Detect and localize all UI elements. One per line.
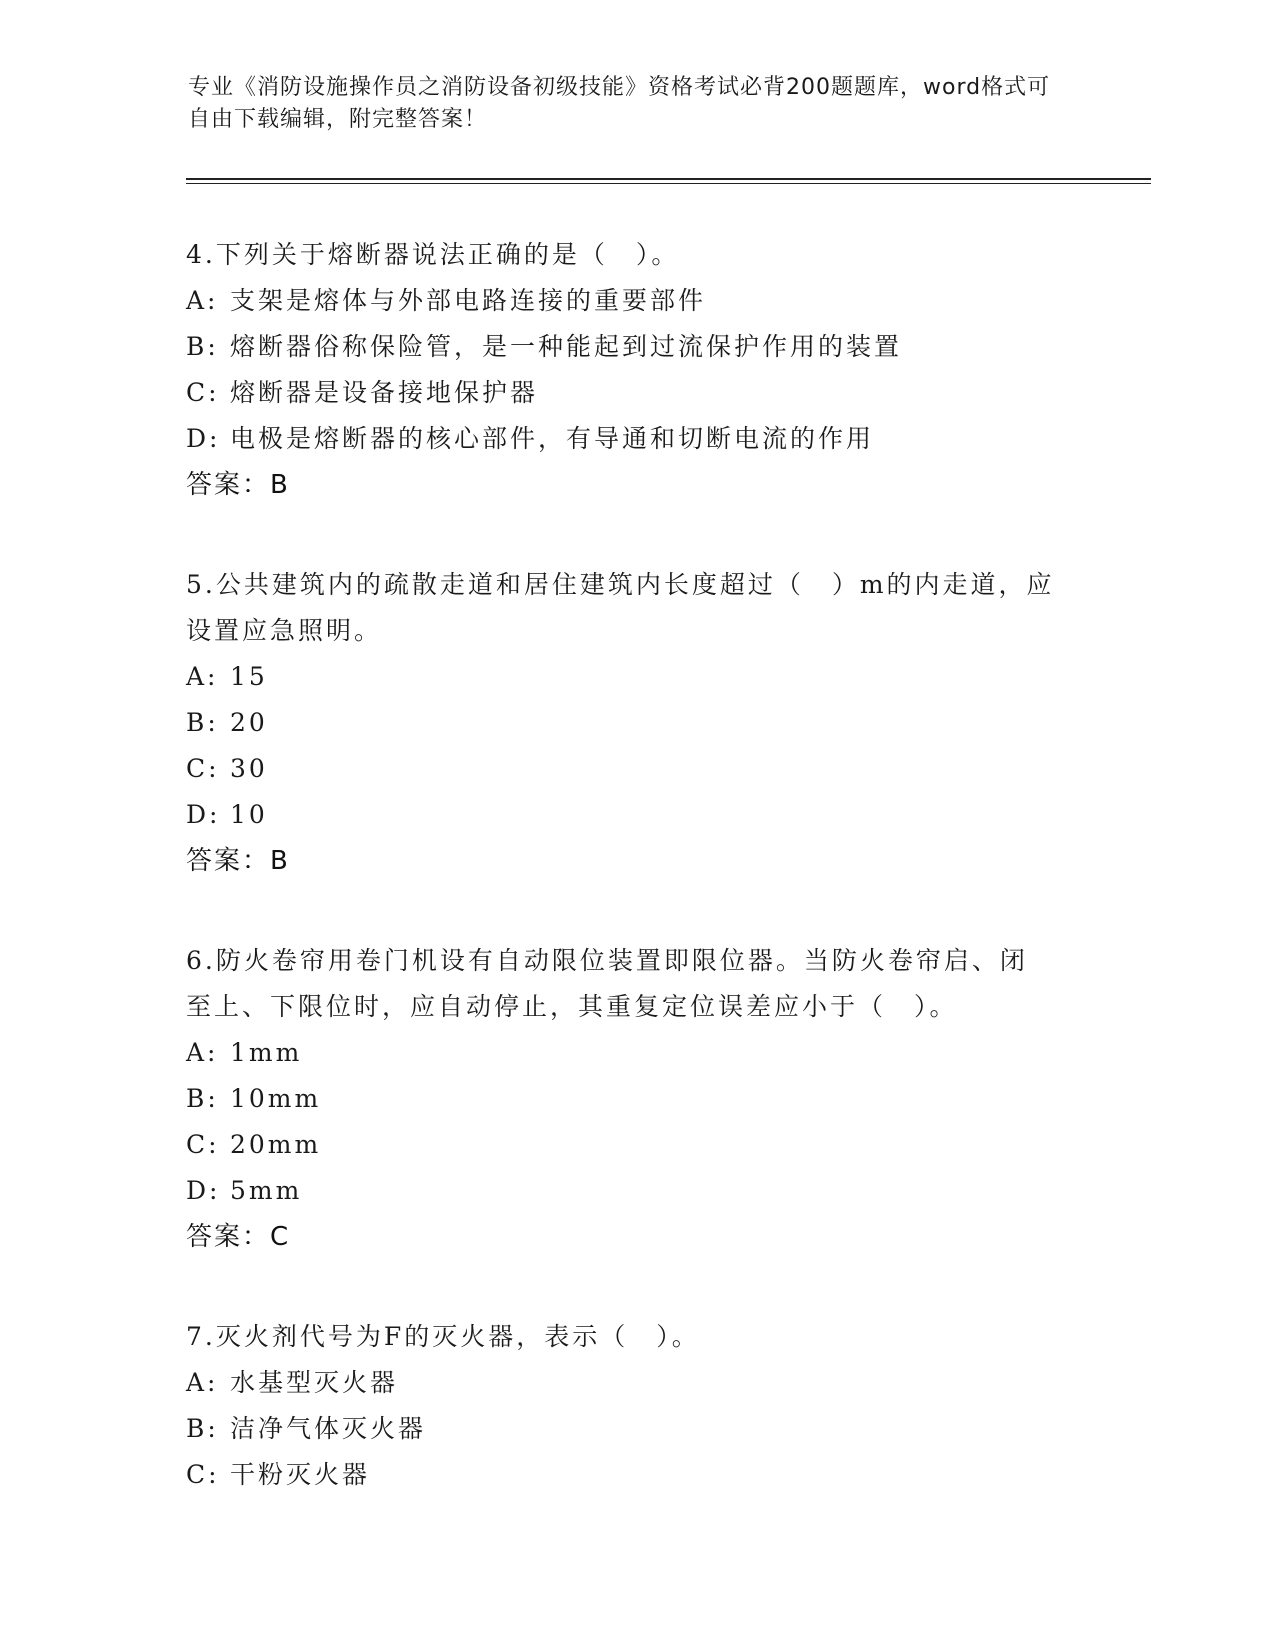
option-text: 20	[230, 708, 268, 737]
option-letter: A:	[186, 1368, 219, 1397]
question-stem: 7.灭火剂代号为F的灭火器，表示（ ）。	[186, 1322, 700, 1351]
answer-option	[186, 1030, 1086, 1076]
answer-option	[186, 324, 1086, 370]
option-text: 洁净气体灭火器	[230, 1414, 427, 1443]
option-text: 干粉灭火器	[230, 1460, 371, 1489]
answer-option	[186, 278, 1086, 324]
header-rule-thin	[186, 183, 1151, 184]
option-letter: B:	[186, 1414, 219, 1443]
option-letter: A:	[186, 662, 219, 691]
answer-option	[186, 416, 1086, 462]
option-letter: C:	[186, 378, 220, 407]
question-item	[186, 1314, 1086, 1498]
answer-option	[186, 1168, 1086, 1214]
option-letter: D:	[186, 424, 221, 453]
option-text: 15	[230, 662, 268, 691]
answer-option	[186, 746, 1086, 792]
answer-key: 答案：B	[186, 846, 290, 876]
option-text: 1mm	[230, 1038, 303, 1067]
option-letter: C:	[186, 1460, 220, 1489]
option-letter: B:	[186, 1084, 219, 1113]
question-stem: 6.防火卷帘用卷门机设有自动限位装置即限位器。当防火卷帘启、闭	[186, 946, 1028, 975]
option-text: 支架是熔体与外部电路连接的重要部件	[230, 286, 707, 315]
option-letter: B:	[186, 332, 219, 361]
option-text: 5mm	[230, 1176, 303, 1205]
question-item	[186, 938, 1086, 1260]
option-letter: A:	[186, 286, 219, 315]
answer-key: 答案：B	[186, 470, 290, 500]
option-letter: D:	[186, 800, 221, 829]
answer-option	[186, 1076, 1086, 1122]
question-item	[186, 232, 1086, 508]
question-list	[186, 232, 1086, 1552]
option-letter: D:	[186, 1176, 221, 1205]
question-item	[186, 562, 1086, 884]
answer-option	[186, 792, 1086, 838]
answer-option	[186, 370, 1086, 416]
answer-option	[186, 1122, 1086, 1168]
option-text: 10mm	[230, 1084, 322, 1113]
question-stem: 设置应急照明。	[186, 616, 383, 645]
answer-option	[186, 700, 1086, 746]
option-letter: B:	[186, 708, 219, 737]
answer-option	[186, 1360, 1086, 1406]
answer-option	[186, 1452, 1086, 1498]
header-rule-thick	[186, 178, 1151, 180]
option-text: 30	[230, 754, 268, 783]
option-text: 10	[230, 800, 268, 829]
option-text: 电极是熔断器的核心部件，有导通和切断电流的作用	[230, 424, 875, 453]
question-stem: 4.下列关于熔断器说法正确的是（ ）。	[186, 240, 680, 269]
option-text: 水基型灭火器	[230, 1368, 399, 1397]
answer-option	[186, 654, 1086, 700]
document-header: 专业《消防设施操作员之消防设备初级技能》资格考试必背200题题库，word格式可自由下载编辑，附完整答案！	[188, 75, 1051, 132]
option-text: 熔断器俗称保险管，是一种能起到过流保护作用的装置	[230, 332, 903, 361]
question-stem: 5.公共建筑内的疏散走道和居住建筑内长度超过（ ）m的内走道，应	[186, 570, 1055, 599]
option-letter: C:	[186, 754, 220, 783]
option-text: 熔断器是设备接地保护器	[230, 378, 539, 407]
option-letter: A:	[186, 1038, 219, 1067]
answer-key: 答案：C	[186, 1222, 291, 1252]
option-letter: C:	[186, 1130, 220, 1159]
question-stem: 至上、下限位时，应自动停止，其重复定位误差应小于（ ）。	[186, 992, 958, 1021]
answer-option	[186, 1406, 1086, 1452]
option-text: 20mm	[230, 1130, 322, 1159]
